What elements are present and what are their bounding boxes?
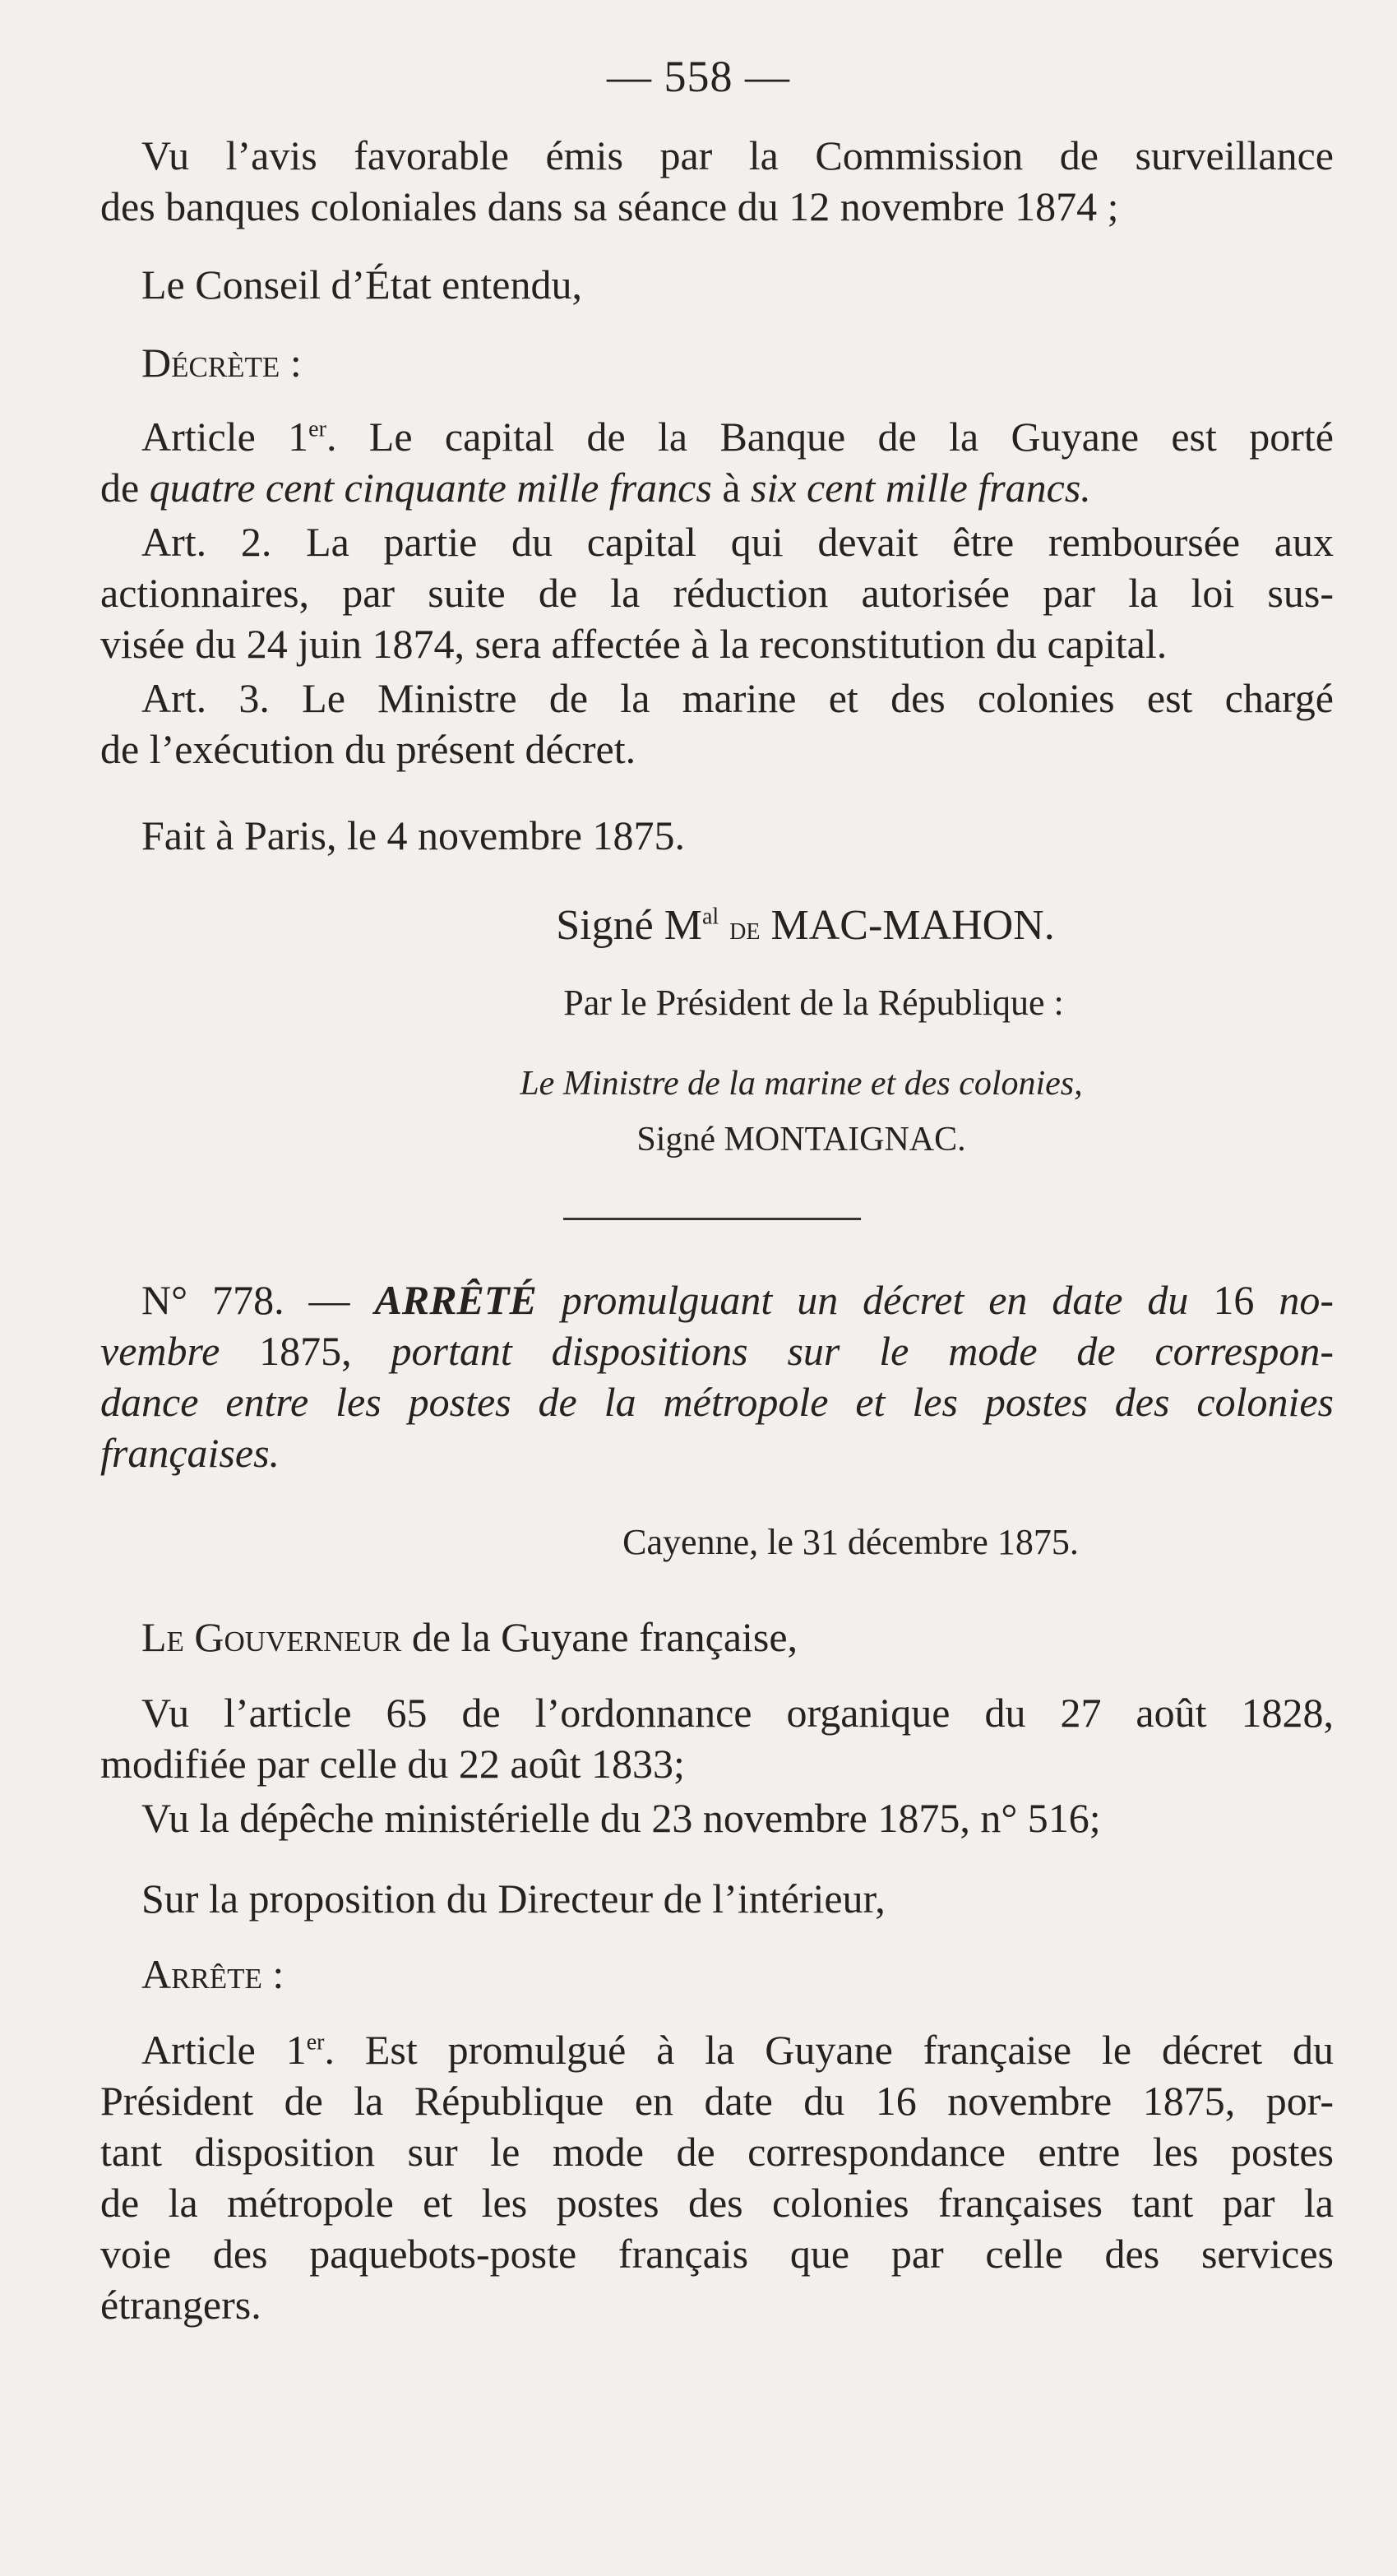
page-number: — 558 — [607,52,790,101]
text-span: promulguant un décret en date du [561,1277,1189,1323]
text-line: Le Conseil d’État entendu, [141,261,582,308]
text-line: des banques coloniales dans sa séance du 12 novembre 1874 ; [100,183,1119,229]
superscript: er [308,416,326,442]
article-1 [100,411,1334,513]
paragraph-proposition [100,1873,1334,1924]
superscript: er [306,2029,325,2056]
text-span: 1875, [259,1328,352,1374]
text-line: tant disposition sur le mode de correspondance entre les postes [100,2129,1334,2175]
arrete-label: ARRÊTÉ [374,1277,537,1323]
article-label: Article 1 [141,414,309,460]
place-date: Cayenne, le 31 décembre 1875. [622,1522,1079,1562]
signature-minister: Signé MONTAIGNAC. [636,1121,966,1159]
gouverneur-label: Le Gouverneur [141,1614,402,1660]
text-line: visée du 24 juin 1874, sera affectée à la reconstitution du capital. [100,621,1168,667]
text-line [100,1612,1334,1663]
text-line: voie des paquebots-poste français que par celle des services [100,2231,1334,2277]
article-label: Article 1 [141,2027,307,2073]
text-span: à [722,465,741,511]
text-line: dance entre les postes de la métropole et les postes des colonies [100,1379,1334,1425]
fait-a-paris [100,810,1334,861]
arrete-heading: Arrête : [141,1951,284,1997]
text-line: Art. 2. La partie du capital qui devait être remboursée aux [141,519,1334,565]
text-span: . Est promulgué à la Guyane française le décret du [324,2027,1334,2073]
article-1-promulgation [100,2024,1334,2330]
text-line [100,1325,1334,1376]
text-span: portant dispositions sur le mode de correspon- [391,1328,1335,1374]
text-line: Vu l’article 65 de l’ordonnance organique du 27 août 1828, [141,1690,1334,1736]
italic-amount: six cent mille francs. [751,465,1091,511]
minister-title: Le Ministre de la marine et des colonies, [520,1065,1083,1103]
article-3 [100,673,1334,775]
text-span: de [100,465,140,511]
text-span: no- [1279,1277,1335,1323]
particle: de [729,909,761,946]
paragraph-depeche [100,1792,1334,1843]
text-line: Vu l’avis favorable émis par la Commission de surveillance [141,132,1334,178]
signature-name: MAC-MAHON. [770,902,1055,949]
arrete-number: N° 778. — [141,1277,350,1323]
text-line [100,411,1334,462]
paragraph-arrete [100,1949,1334,2000]
paragraph-ordonnance [100,1687,1334,1789]
text-line [100,462,1334,513]
text-line [100,2024,1334,2075]
text-line: françaises. [100,1430,280,1476]
by-president: Par le Président de la République : [563,983,1064,1023]
text-line: Sur la proposition du Directeur de l’intérieur, [141,1875,886,1922]
text-line: de l’exécution du présent décret. [100,726,636,772]
text-line: actionnaires, par suite de la réduction autorisée par la loi sus- [100,570,1334,616]
text-line: Art. 3. Le Ministre de la marine et des colonies est chargé [141,675,1334,721]
text-span: . Le capital de la Banque de la Guyane est porté [326,414,1334,460]
signature-president [0,900,1397,954]
text-span: Signé M [556,902,702,949]
text-line: de la métropole et les postes des colonies françaises tant par la [100,2180,1334,2226]
paragraph-avis [100,130,1334,232]
arrete-title [100,1274,1334,1478]
paragraph-decrete [100,337,1334,388]
text-span: 16 [1213,1277,1255,1323]
text-line: modifiée par celle du 22 août 1833; [100,1741,685,1787]
paragraph-conseil [100,259,1334,310]
text-line: Fait à Paris, le 4 novembre 1875. [141,812,685,858]
italic-amount: quatre cent cinquante mille francs [149,465,712,511]
text-line: Président de la République en date du 16 novembre 1875, por- [100,2078,1334,2124]
text-span: vembre [100,1328,220,1374]
decrete-heading: Décrète : [141,340,302,386]
article-2 [100,516,1334,669]
text-line: Vu la dépêche ministérielle du 23 novembre 1875, n° 516; [141,1795,1101,1841]
superscript: al [701,904,719,930]
separator-rule [563,1218,861,1220]
text-span: de la Guyane française, [411,1614,798,1660]
text-line: étrangers. [100,2282,261,2328]
gouverneur-line [100,1612,1334,1663]
text-line [100,1274,1334,1325]
